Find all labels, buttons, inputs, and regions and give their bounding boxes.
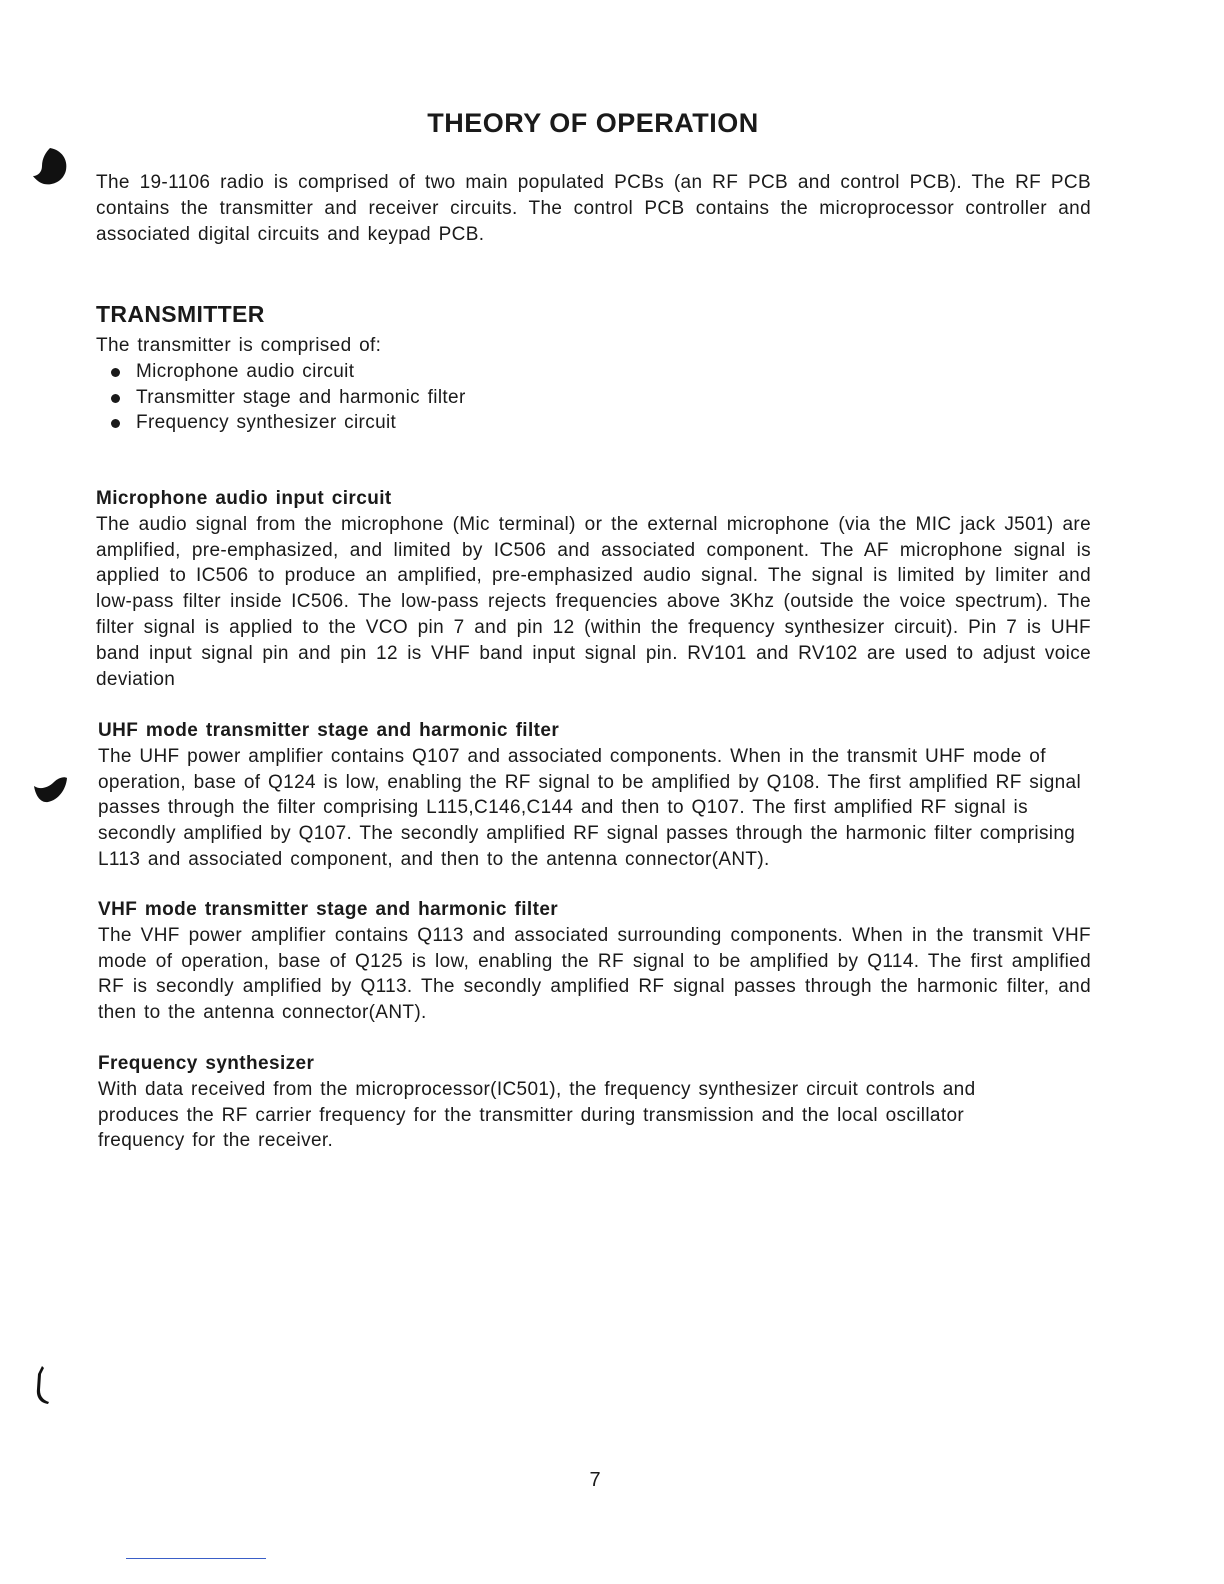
section-heading: Microphone audio input circuit	[96, 488, 392, 509]
hole-mark-icon	[30, 768, 70, 808]
page-title: THEORY OF OPERATION	[427, 108, 759, 138]
uhf-section	[98, 718, 1091, 873]
page-number: 7	[589, 1469, 601, 1491]
vhf-section	[98, 897, 1091, 1026]
transmitter-heading: TRANSMITTER	[96, 301, 265, 327]
section-heading: VHF mode transmitter stage and harmonic filter	[98, 899, 559, 920]
bullet-icon	[111, 419, 120, 428]
transmitter-section	[96, 299, 1091, 436]
section-paragraph: With data received from the microprocessor(IC501), the frequency synthesizer circuit controls and produces the RF carrier frequency for the transmitter during transmission and the local oscillator frequency for the receiver.	[98, 1078, 976, 1152]
section-paragraph: The VHF power amplifier contains Q113 and associated surrounding components. When in the transmit VHF mode of operation, base of Q125 is low, enabling the RF signal to be amplified by Q114. The first amplified RF is secondly amplified by Q113. The secondly amplified RF signal passes through the harmonic filter, and then to the antenna connector(ANT).	[98, 924, 1091, 1024]
synthesizer-section	[98, 1051, 1018, 1154]
intro-section	[96, 170, 1091, 247]
footer-divider	[126, 1558, 266, 1559]
section-paragraph: The UHF power amplifier contains Q107 and associated components. When in the transmit UHF mode of operation, base of Q124 is low, enabling the RF signal to be amplified by Q108. The first amplified RF signal passes through the filter comprising L115,C146,C144 and then to Q107. The first amplified RF signal is secondly amplified by Q107. The secondly amplified RF signal passes through the harmonic filter comprising L113 and associated component, and then to the antenna connector(ANT).	[98, 745, 1082, 870]
intro-paragraph: The 19-1106 radio is comprised of two main populated PCBs (an RF PCB and control PCB). The RF PCB contains the transmitter and receiver circuits. The control PCB contains the microprocessor controller and associated digital circuits and keypad PCB.	[96, 172, 1091, 245]
transmitter-component-list	[96, 359, 1091, 436]
list-item	[96, 359, 1091, 385]
microphone-section	[96, 486, 1091, 692]
section-heading: UHF mode transmitter stage and harmonic filter	[98, 720, 560, 741]
list-item-text: Microphone audio circuit	[136, 360, 355, 382]
bullet-icon	[111, 368, 120, 377]
list-item	[96, 410, 1091, 436]
list-item-text: Frequency synthesizer circuit	[136, 412, 397, 434]
list-item	[96, 385, 1091, 411]
list-item-text: Transmitter stage and harmonic filter	[136, 386, 466, 408]
transmitter-lead: The transmitter is comprised of:	[96, 335, 382, 356]
bullet-icon	[111, 394, 120, 403]
hole-mark-icon	[30, 146, 70, 188]
section-paragraph: The audio signal from the microphone (Mic terminal) or the external microphone (via the MIC jack J501) are amplified, pre-emphasized, and limited by IC506 and associated component. The AF microphone signal is applied to IC506 to produce an amplified, pre-emphasized audio signal. The signal is limited by limiter and low-pass filter inside IC506. The low-pass rejects frequencies above 3Khz (outside the voice spectrum). The filter signal is applied to the VCO pin 7 and pin 12 (within the frequency synthesizer circuit). Pin 7 is UHF band input signal pin and pin 12 is VHF band input signal pin. RV101 and RV102 are used to adjust voice deviation	[96, 513, 1091, 690]
section-heading: Frequency synthesizer	[98, 1053, 315, 1074]
hole-mark-icon	[30, 1362, 52, 1406]
